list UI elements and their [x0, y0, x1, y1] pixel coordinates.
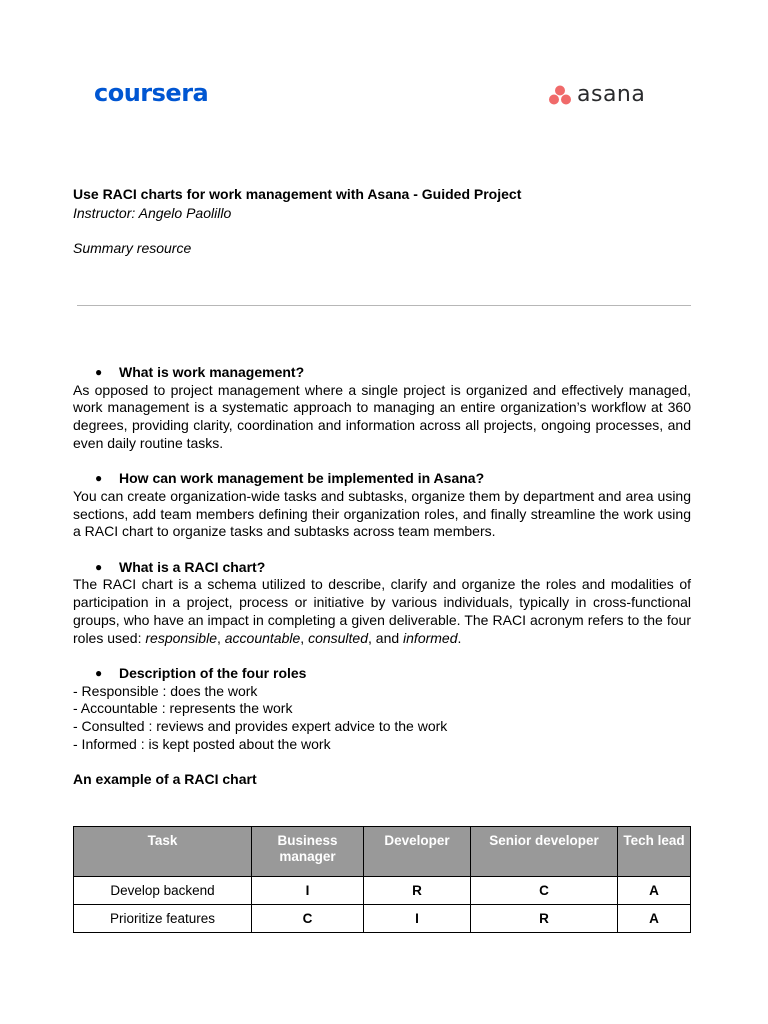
raci-table	[73, 826, 691, 933]
role-cell: I	[252, 877, 364, 905]
separator: , and	[368, 629, 404, 646]
column-header: Task	[74, 827, 252, 877]
separator: ,	[216, 629, 225, 646]
role-cell: R	[364, 877, 471, 905]
document-title: Use RACI charts for work management with Asana - Guided Project	[73, 186, 522, 202]
asana-dots-icon	[549, 85, 571, 105]
bullet-icon: ●	[95, 665, 103, 680]
section-paragraph: You can create organization-wide tasks and subtasks, organize them by department and area using sections, add team members defining their organization roles, and finally streamline the work using a RACI chart to organize tasks and subtasks across team members.	[73, 487, 691, 540]
bullet-icon: ●	[95, 471, 103, 486]
column-header: Developer	[364, 827, 471, 877]
section-heading	[73, 559, 691, 577]
term-informed: informed	[403, 629, 458, 646]
role-cell: A	[618, 877, 691, 905]
horizontal-divider	[77, 305, 691, 306]
section-paragraph	[73, 576, 691, 647]
section-heading	[73, 364, 691, 382]
role-cell: R	[471, 905, 618, 933]
title-block	[73, 186, 693, 257]
bullet-icon: ●	[95, 559, 103, 574]
role-item: - Consulted : reviews and provides expert advice to the work	[73, 718, 448, 735]
asana-logo	[549, 80, 645, 110]
section-heading-text: What is work management?	[119, 364, 305, 380]
term-consulted: consulted	[308, 629, 368, 646]
table-row	[74, 905, 691, 933]
table-row	[74, 877, 691, 905]
role-item: - Accountable : represents the work	[73, 700, 293, 717]
term-responsible: responsible	[145, 629, 217, 646]
role-cell: C	[252, 905, 364, 933]
section-heading	[73, 470, 691, 488]
term-accountable: accountable	[224, 629, 301, 646]
role-cell: I	[364, 905, 471, 933]
role-item: - Responsible : does the work	[73, 682, 258, 699]
task-cell: Develop backend	[74, 877, 252, 905]
asana-wordmark: asana	[577, 82, 646, 107]
section-heading-text: Description of the four roles	[119, 664, 307, 681]
period: .	[457, 629, 462, 646]
column-header: Tech lead	[618, 827, 691, 877]
coursera-logo: coursera	[94, 79, 209, 107]
section-paragraph: As opposed to project management where a single project is organized and effectively managed, work management is a systematic approach to managing an entire organization’s workflow at 360 degrees, providing clarity, coordination and information across all projects, ongoing processes, and even daily routine tasks.	[73, 381, 691, 451]
table-header-row	[74, 827, 691, 877]
document-body	[73, 364, 691, 789]
paragraph-text: The RACI chart is a schema utilized to describe, clarify and organize the roles and modalities of participation in a project, process or initiative by various individuals, typically in cross-functional groups, who have an impact in completing a given deliverable. The RACI acronym refers to the four roles used:	[73, 576, 691, 646]
summary-label: Summary resource	[73, 240, 192, 256]
role-cell: C	[471, 877, 618, 905]
bullet-icon: ●	[95, 365, 103, 379]
task-cell: Prioritize features	[74, 905, 252, 933]
section-heading	[73, 665, 691, 683]
section-heading-text: How can work management be implemented in Asana?	[119, 470, 485, 487]
column-header: Senior developer	[471, 827, 618, 877]
roles-list	[73, 683, 691, 754]
role-item: - Informed : is kept posted about the work	[73, 735, 331, 752]
role-cell: A	[618, 905, 691, 933]
example-heading: An example of a RACI chart	[73, 771, 257, 788]
section-heading-text: What is a RACI chart?	[119, 558, 266, 575]
instructor-line: Instructor: Angelo Paolillo	[73, 205, 232, 221]
column-header: Business manager	[252, 827, 364, 877]
separator: ,	[300, 629, 309, 646]
